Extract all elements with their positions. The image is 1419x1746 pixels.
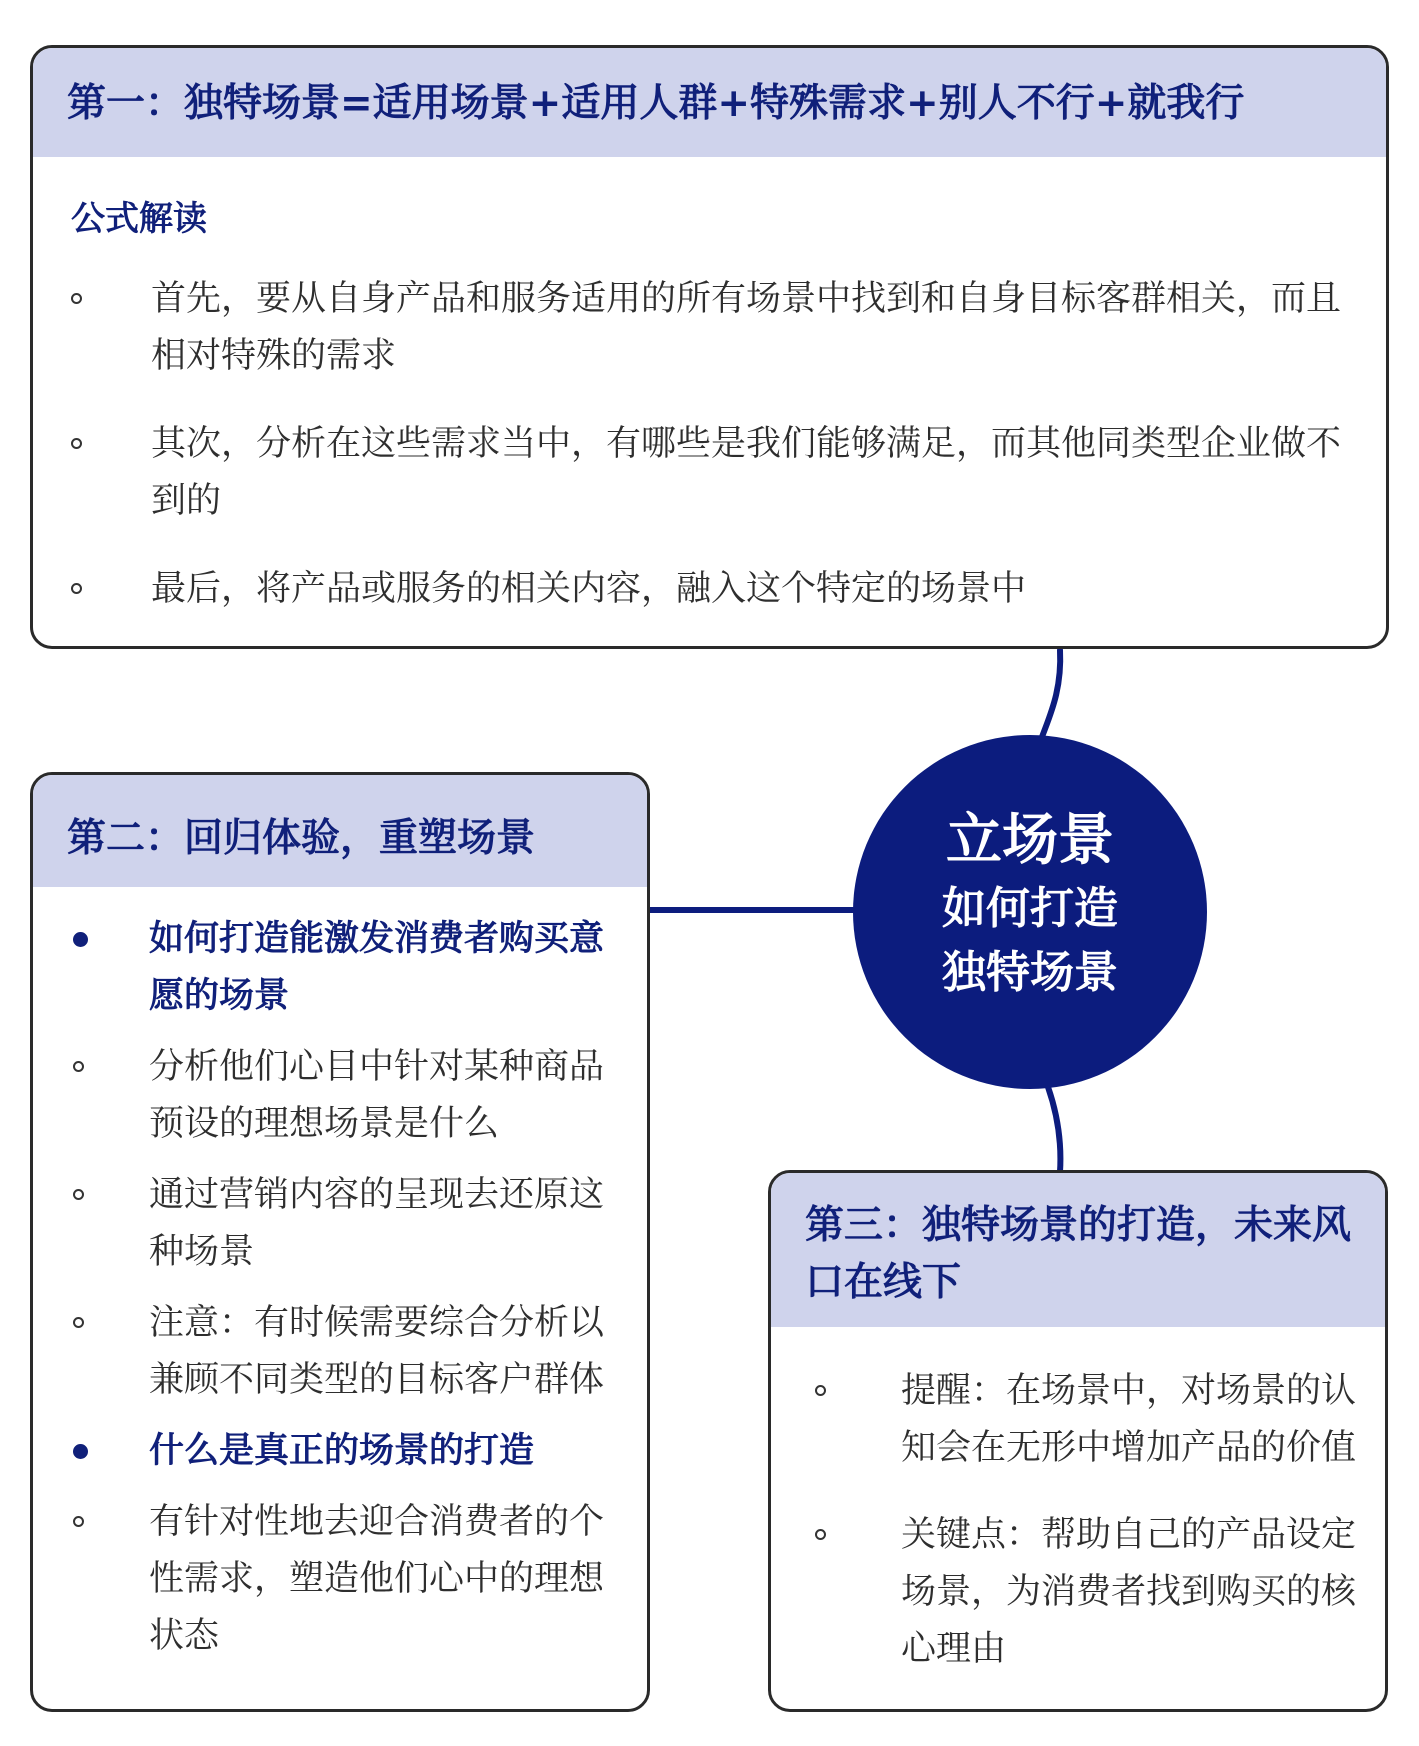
group-title-text: 什么是真正的场景的打造 bbox=[149, 1431, 535, 1471]
hollow-bullet-icon bbox=[73, 1189, 84, 1200]
list-item bbox=[815, 1363, 1361, 1477]
list-item bbox=[73, 1295, 623, 1409]
section-2-header: 第二：回归体验，重塑场景 bbox=[33, 775, 647, 887]
list-item-text: 有针对性地去迎合消费者的个性需求，塑造他们心中的理想状态 bbox=[149, 1502, 605, 1656]
group-title-text: 如何打造能激发消费者购买意愿的场景 bbox=[149, 919, 605, 1016]
section-1-header: 第一：独特场景=适用场景+适用人群+特殊需求+别人不行+就我行 bbox=[33, 48, 1386, 157]
list-item bbox=[73, 1494, 623, 1665]
center-title: 立场景 bbox=[946, 808, 1114, 873]
list-item-text: 首先，要从自身产品和服务适用的所有场景中找到和自身目标客群相关，而且相对特殊的需求 bbox=[151, 279, 1342, 377]
list-item bbox=[71, 561, 1356, 618]
list-item bbox=[73, 1167, 623, 1281]
section-card-1 bbox=[30, 45, 1389, 649]
group-title bbox=[73, 911, 623, 1025]
list-item bbox=[71, 271, 1356, 385]
center-subtitle-line-2: 独特场景 bbox=[942, 947, 1118, 998]
hollow-bullet-icon bbox=[73, 1061, 84, 1072]
hollow-bullet-icon bbox=[71, 583, 82, 594]
section-3-header: 第三：独特场景的打造，未来风口在线下 bbox=[771, 1173, 1385, 1327]
list-item-text: 其次，分析在这些需求当中，有哪些是我们能够满足，而其他同类型企业做不到的 bbox=[151, 424, 1342, 522]
list-item-text: 最后，将产品或服务的相关内容，融入这个特定的场景中 bbox=[151, 569, 1027, 610]
filled-bullet-icon bbox=[73, 1444, 88, 1459]
group-title bbox=[73, 1423, 623, 1480]
hollow-bullet-icon bbox=[815, 1529, 826, 1540]
section-card-2 bbox=[30, 772, 650, 1712]
list-item-text: 通过营销内容的呈现去还原这种场景 bbox=[149, 1175, 605, 1272]
hollow-bullet-icon bbox=[815, 1385, 826, 1396]
list-item-text: 注意：有时候需要综合分析以兼顾不同类型的目标客户群体 bbox=[149, 1303, 605, 1400]
section-2-body bbox=[33, 887, 647, 1665]
hollow-bullet-icon bbox=[71, 438, 82, 449]
list-item bbox=[73, 1039, 623, 1153]
hollow-bullet-icon bbox=[73, 1516, 84, 1527]
section-card-3 bbox=[768, 1170, 1388, 1712]
center-node bbox=[853, 735, 1207, 1089]
connector-top bbox=[1042, 650, 1060, 737]
filled-bullet-icon bbox=[73, 932, 88, 947]
list-item bbox=[815, 1507, 1361, 1678]
hollow-bullet-icon bbox=[73, 1317, 84, 1328]
list-item-text: 提醒：在场景中，对场景的认知会在无形中增加产品的价值 bbox=[901, 1371, 1357, 1468]
section-3-body bbox=[771, 1327, 1385, 1678]
list-item bbox=[71, 416, 1356, 530]
section-1-body bbox=[33, 157, 1386, 618]
list-item-text: 关键点：帮助自己的产品设定场景，为消费者找到购买的核心理由 bbox=[901, 1515, 1357, 1669]
list-item-text: 分析他们心目中针对某种商品预设的理想场景是什么 bbox=[149, 1047, 605, 1144]
section-1-subtitle: 公式解读 bbox=[71, 199, 207, 239]
connector-bottom bbox=[1048, 1087, 1060, 1172]
hollow-bullet-icon bbox=[71, 293, 82, 304]
center-subtitle-line-1: 如何打造 bbox=[942, 883, 1118, 934]
